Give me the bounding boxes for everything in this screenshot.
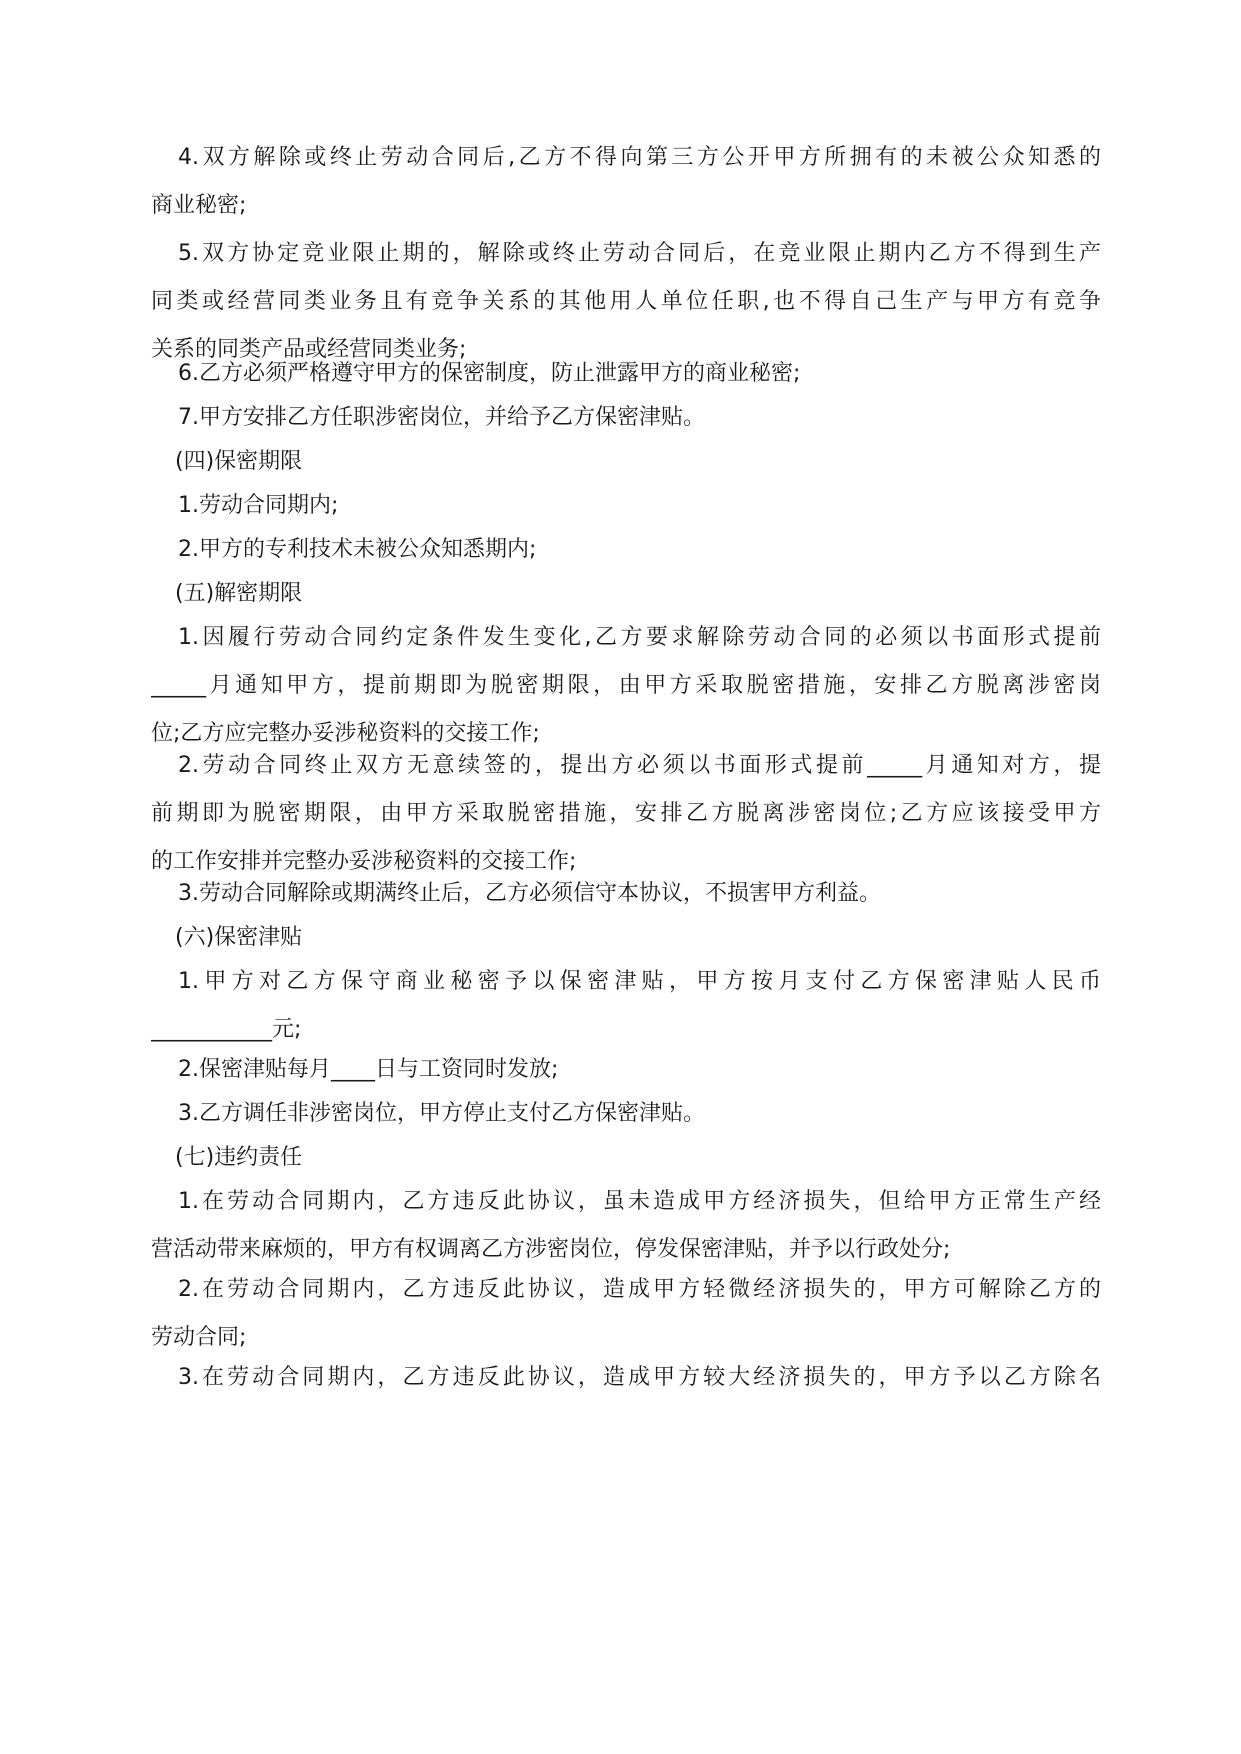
section-heading-4 [151,438,1101,486]
text-line: 3.劳动合同解除或期满终止后，乙方必须信守本协议，不损害甲方利益。 [178,881,881,906]
text-line: 1.在劳动合同期内，乙方违反此协议，虽未造成甲方经济损失，但给甲方正常生产经 [178,1189,1101,1214]
section-title: (四)保密期限 [175,449,303,474]
section-title: (六)保密津贴 [175,925,303,950]
section-6-item-1 [151,958,1101,1054]
text-line: 2.甲方的专利技术未被公众知悉期内; [178,537,537,562]
text-line: 2.在劳动合同期内，乙方违反此协议，造成甲方轻微经济损失的，甲方可解除乙方的 [178,1277,1101,1302]
text-line: 7.甲方安排乙方任职涉密岗位，并给予乙方保密津贴。 [178,405,705,430]
text-line: 3.乙方调任非涉密岗位，甲方停止支付乙方保密津贴。 [178,1101,705,1126]
text-line: 位;乙方应完整办妥涉秘资料的交接工作; [151,721,540,746]
section-7-item-1 [151,1178,1101,1274]
text-line: 1.因履行劳动合同约定条件发生变化,乙方要求解除劳动合同的必须以书面形式提前 [178,625,1101,650]
text-line: 的工作安排并完整办妥涉秘资料的交接工作; [151,849,577,874]
text-line: 营活动带来麻烦的，甲方有权调离乙方涉密岗位，停发保密津贴，并予以行政处分; [151,1237,951,1262]
section-4-item-1 [151,482,1101,530]
section-7-item-3 [151,1354,1101,1402]
text-line: 2.劳动合同终止双方无意续签的，提出方必须以书面形式提前_____月通知对方，提 [178,753,1101,778]
section-title: (七)违约责任 [175,1145,303,1170]
text-line: 前期即为脱密期限，由甲方采取脱密措施，安排乙方脱离涉密岗位;乙方应该接受甲方 [151,801,1101,826]
text-line: 4.双方解除或终止劳动合同后,乙方不得向第三方公开甲方所拥有的未被公众知悉的 [178,145,1101,170]
text-line: ___________元; [151,1017,302,1042]
section-heading-7 [151,1134,1101,1182]
section-5-item-3 [151,870,1101,918]
text-line: _____月通知甲方，提前期即为脱密期限，由甲方采取脱密措施，安排乙方脱离涉密岗 [151,673,1101,698]
section-heading-6 [151,914,1101,962]
section-5-item-2 [151,742,1101,886]
text-line: 2.保密津贴每月____日与工资同时发放; [178,1057,559,1082]
clause-4 [151,134,1101,230]
section-4-item-2 [151,526,1101,574]
text-line: 1.甲方对乙方保守商业秘密予以保密津贴，甲方按月支付乙方保密津贴人民币 [178,969,1101,994]
section-title: (五)解密期限 [175,581,303,606]
section-heading-5 [151,570,1101,618]
text-line: 关系的同类产品或经营同类业务; [151,337,467,362]
section-5-item-1 [151,614,1101,758]
text-line: 5.双方协定竞业限止期的，解除或终止劳动合同后，在竞业限止期内乙方不得到生产 [178,241,1101,266]
text-line: 1.劳动合同期内; [178,493,339,518]
text-line: 同类或经营同类业务且有竞争关系的其他用人单位任职,也不得自己生产与甲方有竞争 [151,289,1101,314]
clause-6 [151,350,1101,398]
section-6-item-2 [151,1046,1101,1094]
section-7-item-2 [151,1266,1101,1362]
text-line: 6.乙方必须严格遵守甲方的保密制度，防止泄露甲方的商业秘密; [178,361,801,386]
clause-7 [151,394,1101,442]
text-line: 3.在劳动合同期内，乙方违反此协议，造成甲方较大经济损失的，甲方予以乙方除名 [178,1365,1101,1390]
section-6-item-3 [151,1090,1101,1138]
text-line: 商业秘密; [151,193,247,218]
text-line: 劳动合同; [151,1325,247,1350]
